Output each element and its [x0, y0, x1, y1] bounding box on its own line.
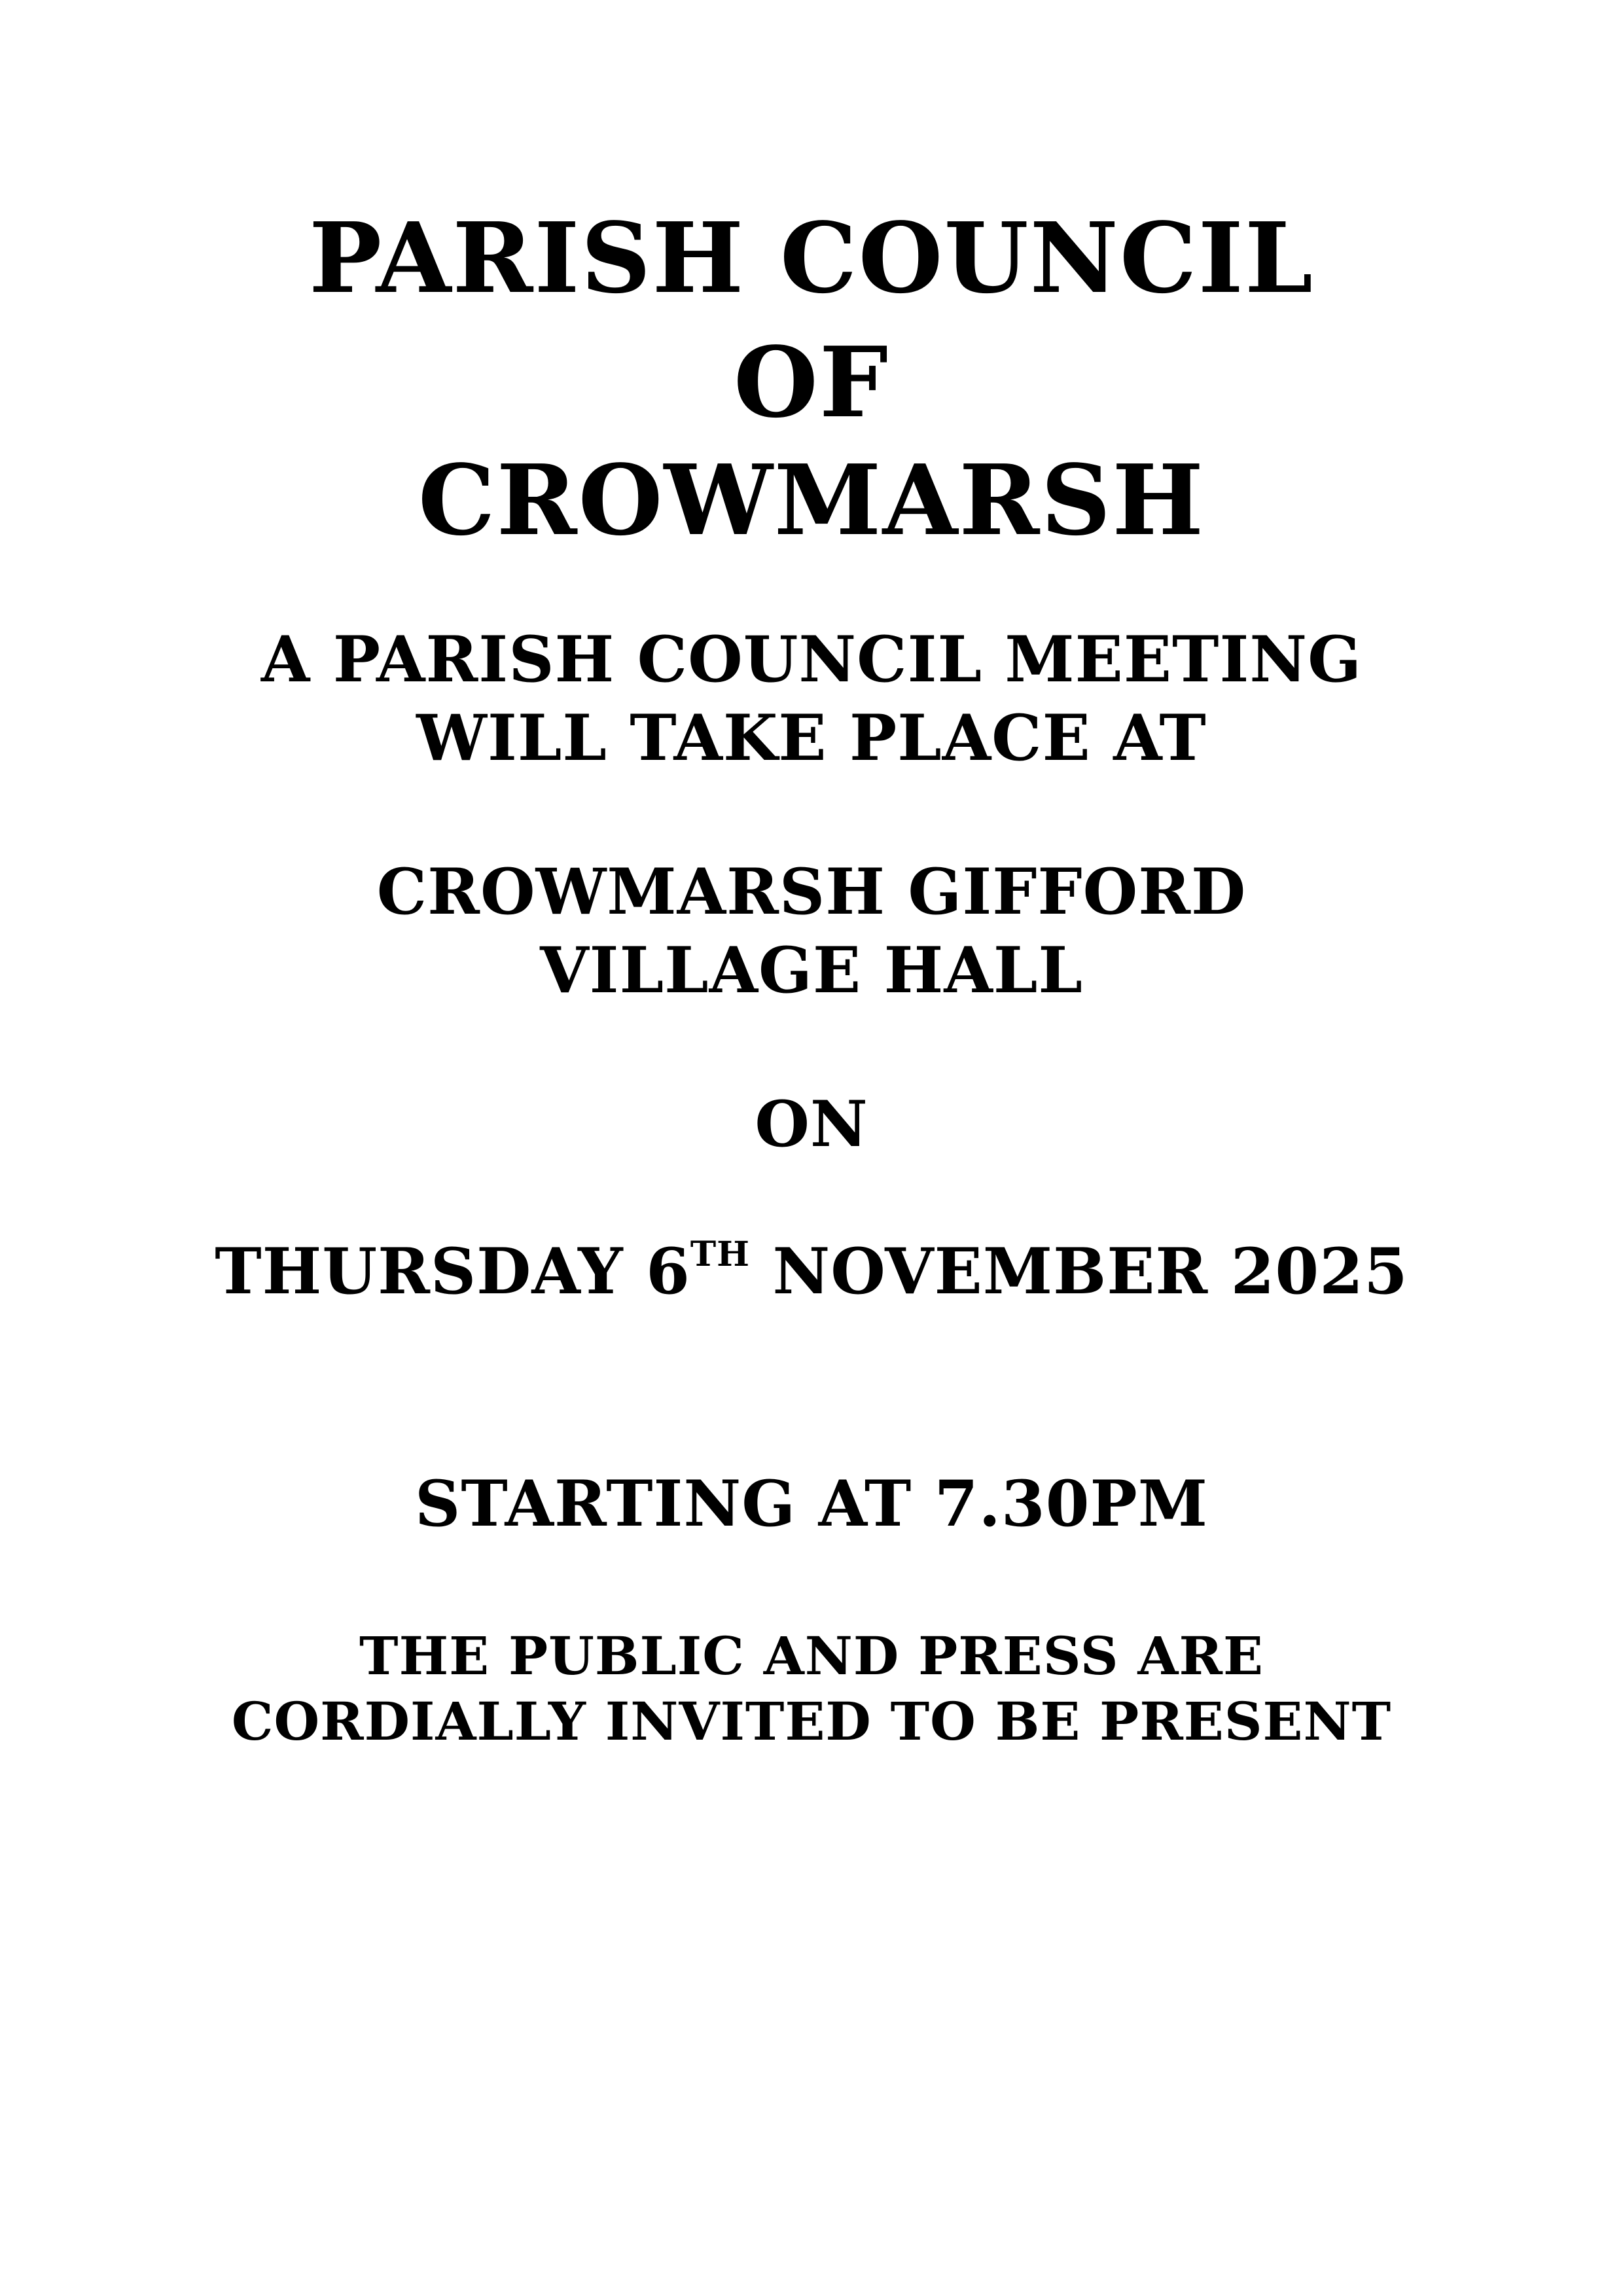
- meeting-line-2: WILL TAKE PLACE AT: [416, 701, 1207, 775]
- invite-line-2: CORDIALLY INVITED TO BE PRESENT: [231, 1691, 1392, 1752]
- venue-line-1: CROWMARSH GIFFORD: [376, 855, 1247, 929]
- start-time: STARTING AT 7.30PM: [415, 1467, 1208, 1541]
- venue-line-2: VILLAGE HALL: [540, 933, 1083, 1007]
- date-month-year: NOVEMBER 2025: [750, 1234, 1408, 1308]
- title-line-2: OF: [734, 325, 889, 439]
- date-ordinal-suffix: TH: [690, 1233, 751, 1274]
- on-label: ON: [755, 1087, 868, 1161]
- invite-line-1: THE PUBLIC AND PRESS ARE: [359, 1625, 1264, 1687]
- date-weekday-day: THURSDAY 6: [215, 1234, 690, 1308]
- title-line-3: CROWMARSH: [418, 443, 1205, 557]
- title-line-1: PARISH COUNCIL: [309, 201, 1314, 315]
- meeting-date: [0, 1233, 1623, 1308]
- meeting-line-1: A PARISH COUNCIL MEETING: [260, 622, 1363, 696]
